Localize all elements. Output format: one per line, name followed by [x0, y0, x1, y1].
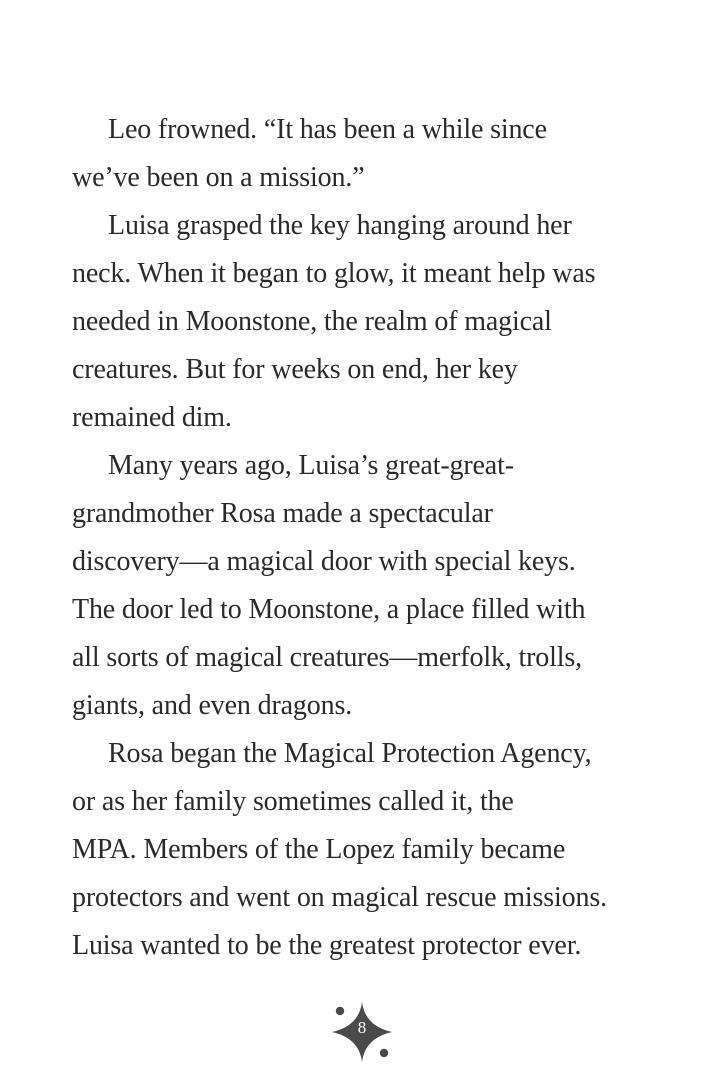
paragraph-line: Many years ago, Luisa’s great-great-: [108, 450, 514, 481]
paragraph-line: Luisa wanted to be the greatest protector ever.: [72, 930, 582, 961]
paragraph-line: MPA. Members of the Lopez family became: [72, 834, 566, 865]
paragraph-line: grandmother Rosa made a spectacular: [72, 498, 493, 529]
paragraph-line: Luisa grasped the key hanging around her: [108, 210, 572, 241]
paragraph-line: creatures. But for weeks on end, her key: [72, 354, 518, 385]
paragraph-line: Rosa began the Magical Protection Agency,: [108, 738, 592, 769]
paragraph-line: giants, and even dragons.: [72, 690, 353, 721]
paragraph-line: Leo frowned. “It has been a while since: [108, 114, 547, 145]
body-text: [72, 106, 662, 970]
page-number: 8: [357, 1018, 367, 1037]
page-footer: [330, 1000, 394, 1064]
paragraph-line: protectors and went on magical rescue missions.: [72, 882, 607, 913]
paragraph-line: we’ve been on a mission.”: [72, 162, 365, 193]
paragraph-line: needed in Moonstone, the realm of magical: [72, 306, 552, 337]
paragraph-line: neck. When it began to glow, it meant help was: [72, 258, 596, 289]
paragraph-line: remained dim.: [72, 402, 232, 433]
paragraph-line: The door led to Moonstone, a place filled with: [72, 594, 586, 625]
paragraph-line: all sorts of magical creatures—merfolk, trolls,: [72, 642, 583, 673]
paragraph-line: discovery—a magical door with special keys.: [72, 546, 576, 577]
paragraph-line: or as her family sometimes called it, the: [72, 786, 514, 817]
